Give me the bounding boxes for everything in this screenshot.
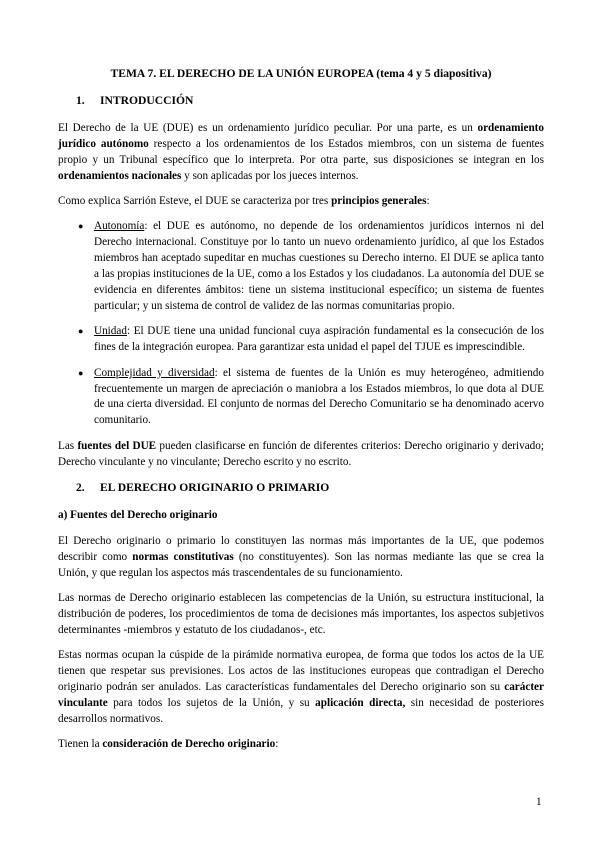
section-title: INTRODUCCIÓN [100,93,194,107]
document-title: TEMA 7. EL DERECHO DE LA UNIÓN EUROPEA (tema 4 y 5 diapositiva) [110,67,492,80]
bullet-icon: ● [78,221,84,232]
paragraph-consideration: Tienen la consideración de Derecho originario: [58,738,279,751]
section-heading-1 [58,93,544,109]
list-item: ● Autonomía: el DUE es autónomo, no depende de los ordenamientos jurídicos internos ni del Derecho internacional. Constituye por lo tanto un nuevo ordenamiento jurídico, al que los Estados miembros han aceptado supeditar en muchas cuestiones su Derecho interno. El DUE se aplica tanto a las propias instituciones de la UE, como a los Estados y los ciudadanos. La autonomía del DUE se evidencia en diferentes ámbitos: tiene un sistema institucional específico; un sistema de fuentes particular; y un sistema de control de validez de las normas comunitarias propio. [58,219,544,314]
section-number: 2. [76,481,85,495]
section-heading-2 [58,480,544,496]
paragraph-primary-law: El Derecho originario o primario lo constituyen las normas más importantes de la UE, que podemos describir como normas constitutivas (no constituyentes). Son las normas mediante las que se crea la Unión, y que regulan los aspectos más trascendentales de su funcionamiento. [58,534,545,579]
section-title: EL DERECHO ORIGINARIO O PRIMARIO [100,481,330,495]
paragraph-principles: Como explica Sarrión Esteve, el DUE se caracteriza por tres principios generales: [58,194,430,207]
subsection-heading: a) Fuentes del Derecho originario [58,508,218,521]
paragraph-sources: Las fuentes del DUE pueden clasificarse en función de diferentes criterios: Derecho originario y derivado; Derecho vinculante y no vinculante; Derecho escrito y no escrito. [58,439,544,468]
bullet-icon: ● [78,367,84,378]
document-body [58,66,544,763]
paragraph-competences: Las normas de Derecho originario establecen las competencias de la Unión, su estructura institucional, la distribución de poderes, los procedimientos de toma de decisiones más importantes, los aspectos subjetivos determinantes -miembros y estatuto de los ciudadanos-, etc. [58,592,544,636]
page-number: 1 [536,796,542,808]
list-item: ● Complejidad y diversidad: el sistema de fuentes de la Unión es muy heterogéneo, admitiendo frecuentemente un margen de apreciación o maniobra a los Estados miembros, lo que dota al DUE de una cierta diversidad. El conjunto de normas del Derecho Comunitario se ha denominado acervo comunitario. [58,366,544,430]
section-number: 1. [76,93,85,107]
paragraph-hierarchy: Estas normas ocupan la cúspide de la pirámide normativa europea, de forma que todos los actos de la UE tienen que respetar sus previsiones. Los actos de las instituciones europeas que contradigan el Derecho originario podrán ser anulados. Las características fundamentales del Derecho originario son su carácter vinculante para todos los sujetos de la Unión, y su aplicación directa, sin necesidad de posteriores desarrollos normativos. [58,649,544,725]
bullet-icon: ● [78,326,84,337]
list-item: ● Unidad: El DUE tiene una unidad funcional cuya aspiración fundamental es la consecución de los fines de la integración europea. Para garantizar esta unidad el papel del TJUE es imprescindible. [58,324,544,356]
paragraph-intro: El Derecho de la UE (DUE) es un ordenamiento jurídico peculiar. Por una parte, es un ordenamiento jurídico autónomo respecto a los ordenamientos de los Estados miembros, con un sistema de fuentes propio y un Tribunal específico que lo interpreta. Por otra parte, sus disposiciones se integran en los ordenamientos nacionales y son aplicadas por los jueces internos. [58,121,544,182]
